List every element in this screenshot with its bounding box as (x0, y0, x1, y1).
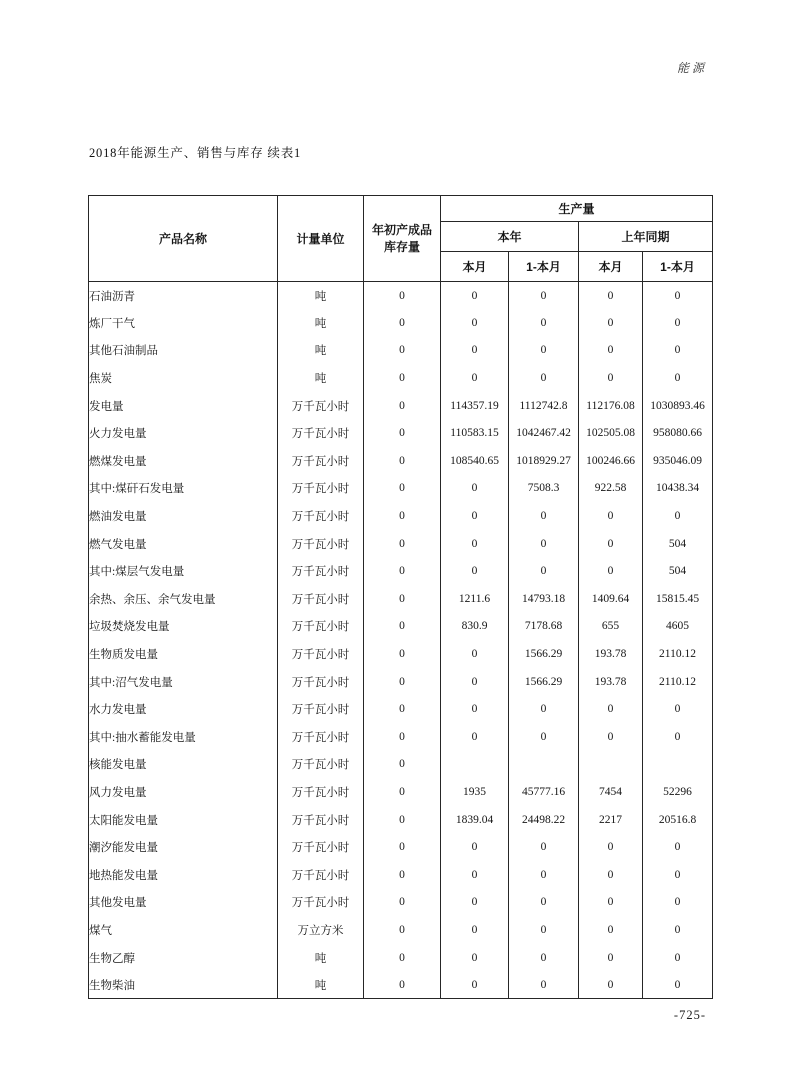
product-name-cell: 垃圾焚烧发电量 (89, 613, 278, 641)
value-cell: 504 (643, 557, 713, 585)
value-cell: 0 (441, 309, 509, 337)
unit-cell: 吨 (278, 364, 364, 392)
header-this-year: 本年 (441, 222, 579, 252)
table-row (89, 640, 713, 668)
value-cell: 15815.45 (643, 585, 713, 613)
value-cell: 0 (509, 557, 579, 585)
value-cell: 0 (579, 502, 643, 530)
value-cell: 0 (364, 585, 441, 613)
value-cell: 0 (579, 309, 643, 337)
value-cell: 0 (579, 861, 643, 889)
value-cell: 0 (441, 861, 509, 889)
value-cell: 0 (364, 695, 441, 723)
unit-cell: 万千瓦小时 (278, 613, 364, 641)
value-cell: 0 (643, 723, 713, 751)
product-name-cell: 石油沥青 (89, 282, 278, 310)
product-name-cell: 潮汐能发电量 (89, 833, 278, 861)
value-cell: 0 (441, 502, 509, 530)
table-header (89, 196, 713, 282)
value-cell: 0 (364, 833, 441, 861)
product-name-cell: 焦炭 (89, 364, 278, 392)
product-name-cell: 燃油发电量 (89, 502, 278, 530)
value-cell: 0 (364, 447, 441, 475)
header-unit: 计量单位 (278, 196, 364, 282)
value-cell: 0 (441, 668, 509, 696)
value-cell: 0 (364, 668, 441, 696)
value-cell: 0 (364, 419, 441, 447)
value-cell: 0 (579, 695, 643, 723)
energy-statistics-table (88, 195, 713, 999)
header-this-year-month: 本月 (441, 252, 509, 282)
value-cell: 114357.19 (441, 392, 509, 420)
value-cell: 1409.64 (579, 585, 643, 613)
value-cell: 0 (509, 723, 579, 751)
value-cell: 0 (441, 889, 509, 917)
unit-cell: 万立方米 (278, 916, 364, 944)
unit-cell: 万千瓦小时 (278, 806, 364, 834)
product-name-cell: 其中:煤层气发电量 (89, 557, 278, 585)
value-cell: 45777.16 (509, 778, 579, 806)
unit-cell: 万千瓦小时 (278, 585, 364, 613)
header-inventory-line1: 年初产成品 (371, 223, 432, 238)
table-row (89, 889, 713, 917)
unit-cell: 万千瓦小时 (278, 419, 364, 447)
value-cell: 2217 (579, 806, 643, 834)
value-cell: 0 (579, 282, 643, 310)
table-row (89, 447, 713, 475)
value-cell: 7508.3 (509, 475, 579, 503)
value-cell: 0 (364, 640, 441, 668)
table-row (89, 282, 713, 310)
value-cell: 193.78 (579, 640, 643, 668)
value-cell: 0 (509, 889, 579, 917)
value-cell: 1042467.42 (509, 419, 579, 447)
table-row (89, 944, 713, 972)
value-cell: 1935 (441, 778, 509, 806)
product-name-cell: 生物质发电量 (89, 640, 278, 668)
value-cell: 0 (441, 475, 509, 503)
unit-cell: 吨 (278, 944, 364, 972)
value-cell: 193.78 (579, 668, 643, 696)
value-cell: 0 (364, 723, 441, 751)
value-cell: 0 (364, 806, 441, 834)
table-row (89, 668, 713, 696)
value-cell (509, 751, 579, 779)
value-cell (643, 751, 713, 779)
value-cell: 0 (364, 392, 441, 420)
value-cell: 112176.08 (579, 392, 643, 420)
value-cell: 0 (509, 282, 579, 310)
table-body (89, 282, 713, 999)
value-cell: 0 (364, 502, 441, 530)
value-cell: 0 (364, 530, 441, 558)
table-row (89, 475, 713, 503)
value-cell: 935046.09 (643, 447, 713, 475)
unit-cell: 吨 (278, 337, 364, 365)
value-cell: 1018929.27 (509, 447, 579, 475)
value-cell: 0 (509, 695, 579, 723)
value-cell: 0 (643, 282, 713, 310)
header-this-year-cumulative: 1-本月 (509, 252, 579, 282)
product-name-cell: 炼厂干气 (89, 309, 278, 337)
value-cell (441, 751, 509, 779)
product-name-cell: 其他发电量 (89, 889, 278, 917)
product-name-cell: 地热能发电量 (89, 861, 278, 889)
product-name-cell: 水力发电量 (89, 695, 278, 723)
value-cell: 0 (364, 282, 441, 310)
value-cell: 0 (643, 971, 713, 999)
table-row (89, 419, 713, 447)
product-name-cell: 生物乙醇 (89, 944, 278, 972)
unit-cell: 吨 (278, 971, 364, 999)
table-row (89, 392, 713, 420)
value-cell: 0 (364, 916, 441, 944)
unit-cell: 万千瓦小时 (278, 530, 364, 558)
value-cell: 0 (364, 778, 441, 806)
value-cell: 0 (509, 364, 579, 392)
product-name-cell: 太阳能发电量 (89, 806, 278, 834)
value-cell: 0 (509, 833, 579, 861)
value-cell: 0 (364, 475, 441, 503)
value-cell: 0 (643, 309, 713, 337)
header-product-name: 产品名称 (89, 196, 278, 282)
value-cell: 1839.04 (441, 806, 509, 834)
value-cell: 0 (441, 530, 509, 558)
unit-cell: 万千瓦小时 (278, 723, 364, 751)
value-cell: 0 (364, 971, 441, 999)
value-cell: 0 (579, 530, 643, 558)
value-cell: 0 (364, 889, 441, 917)
value-cell: 0 (643, 695, 713, 723)
value-cell: 100246.66 (579, 447, 643, 475)
table-row (89, 364, 713, 392)
value-cell: 0 (441, 337, 509, 365)
table-row (89, 778, 713, 806)
value-cell: 52296 (643, 778, 713, 806)
value-cell: 0 (364, 364, 441, 392)
table-row (89, 695, 713, 723)
value-cell: 0 (441, 971, 509, 999)
value-cell: 0 (509, 916, 579, 944)
product-name-cell: 其他石油制品 (89, 337, 278, 365)
value-cell: 14793.18 (509, 585, 579, 613)
table-row (89, 309, 713, 337)
value-cell: 0 (441, 364, 509, 392)
value-cell: 0 (643, 916, 713, 944)
value-cell: 110583.15 (441, 419, 509, 447)
value-cell: 108540.65 (441, 447, 509, 475)
section-label: 能源 (676, 61, 707, 75)
table-row (89, 723, 713, 751)
header-inventory-line2: 库存量 (383, 239, 420, 254)
value-cell: 958080.66 (643, 419, 713, 447)
value-cell: 24498.22 (509, 806, 579, 834)
value-cell: 0 (509, 861, 579, 889)
value-cell: 102505.08 (579, 419, 643, 447)
value-cell: 0 (643, 833, 713, 861)
header-production: 生产量 (441, 196, 713, 222)
value-cell: 0 (364, 557, 441, 585)
table-row (89, 337, 713, 365)
unit-cell: 万千瓦小时 (278, 778, 364, 806)
header-last-year-month: 本月 (579, 252, 643, 282)
value-cell: 0 (509, 944, 579, 972)
unit-cell: 万千瓦小时 (278, 392, 364, 420)
value-cell: 504 (643, 530, 713, 558)
value-cell: 0 (441, 640, 509, 668)
value-cell: 0 (579, 971, 643, 999)
value-cell: 0 (364, 613, 441, 641)
unit-cell: 万千瓦小时 (278, 447, 364, 475)
value-cell: 0 (441, 833, 509, 861)
table-row (89, 502, 713, 530)
unit-cell: 吨 (278, 282, 364, 310)
value-cell: 0 (643, 861, 713, 889)
value-cell: 0 (579, 916, 643, 944)
table-row (89, 751, 713, 779)
unit-cell: 万千瓦小时 (278, 475, 364, 503)
product-name-cell: 煤气 (89, 916, 278, 944)
value-cell: 1566.29 (509, 668, 579, 696)
product-name-cell: 生物柴油 (89, 971, 278, 999)
value-cell: 0 (579, 723, 643, 751)
unit-cell: 万千瓦小时 (278, 861, 364, 889)
value-cell: 0 (364, 309, 441, 337)
value-cell: 0 (441, 695, 509, 723)
value-cell: 0 (643, 337, 713, 365)
header-last-year-same-period: 上年同期 (579, 222, 713, 252)
table-row (89, 916, 713, 944)
unit-cell: 万千瓦小时 (278, 751, 364, 779)
value-cell: 0 (509, 502, 579, 530)
header-last-year-cumulative: 1-本月 (643, 252, 713, 282)
value-cell: 0 (364, 861, 441, 889)
product-name-cell: 核能发电量 (89, 751, 278, 779)
value-cell: 0 (579, 557, 643, 585)
value-cell: 1030893.46 (643, 392, 713, 420)
value-cell: 4605 (643, 613, 713, 641)
value-cell: 0 (579, 833, 643, 861)
value-cell: 830.9 (441, 613, 509, 641)
value-cell: 0 (643, 889, 713, 917)
table-row (89, 861, 713, 889)
product-name-cell: 发电量 (89, 392, 278, 420)
value-cell: 1566.29 (509, 640, 579, 668)
unit-cell: 万千瓦小时 (278, 889, 364, 917)
value-cell: 0 (509, 971, 579, 999)
product-name-cell: 其中:煤矸石发电量 (89, 475, 278, 503)
table-row (89, 530, 713, 558)
product-name-cell: 火力发电量 (89, 419, 278, 447)
value-cell (579, 751, 643, 779)
table-row (89, 557, 713, 585)
value-cell: 0 (509, 530, 579, 558)
value-cell: 0 (579, 364, 643, 392)
unit-cell: 万千瓦小时 (278, 557, 364, 585)
unit-cell: 吨 (278, 309, 364, 337)
value-cell: 1112742.8 (509, 392, 579, 420)
value-cell: 0 (441, 282, 509, 310)
product-name-cell: 其中:抽水蓄能发电量 (89, 723, 278, 751)
value-cell: 0 (364, 944, 441, 972)
header-row-1 (89, 196, 713, 222)
table-row (89, 613, 713, 641)
value-cell: 0 (441, 557, 509, 585)
unit-cell: 万千瓦小时 (278, 668, 364, 696)
value-cell: 655 (579, 613, 643, 641)
value-cell: 0 (643, 944, 713, 972)
value-cell: 0 (441, 916, 509, 944)
unit-cell: 万千瓦小时 (278, 695, 364, 723)
unit-cell: 万千瓦小时 (278, 502, 364, 530)
value-cell: 0 (441, 723, 509, 751)
value-cell: 0 (643, 502, 713, 530)
table-row (89, 833, 713, 861)
value-cell: 0 (441, 944, 509, 972)
product-name-cell: 燃气发电量 (89, 530, 278, 558)
value-cell: 0 (579, 337, 643, 365)
product-name-cell: 余热、余压、余气发电量 (89, 585, 278, 613)
value-cell: 0 (364, 751, 441, 779)
product-name-cell: 风力发电量 (89, 778, 278, 806)
value-cell: 922.58 (579, 475, 643, 503)
table-row (89, 971, 713, 999)
table-row (89, 806, 713, 834)
header-inventory (364, 196, 441, 282)
value-cell: 7454 (579, 778, 643, 806)
value-cell: 7178.68 (509, 613, 579, 641)
value-cell: 2110.12 (643, 668, 713, 696)
value-cell: 2110.12 (643, 640, 713, 668)
table-row (89, 585, 713, 613)
value-cell: 0 (509, 309, 579, 337)
value-cell: 0 (579, 889, 643, 917)
value-cell: 10438.34 (643, 475, 713, 503)
value-cell: 20516.8 (643, 806, 713, 834)
value-cell: 0 (643, 364, 713, 392)
product-name-cell: 其中:沼气发电量 (89, 668, 278, 696)
value-cell: 0 (579, 944, 643, 972)
unit-cell: 万千瓦小时 (278, 833, 364, 861)
value-cell: 0 (509, 337, 579, 365)
value-cell: 1211.6 (441, 585, 509, 613)
value-cell: 0 (364, 337, 441, 365)
unit-cell: 万千瓦小时 (278, 640, 364, 668)
page-number: -725- (673, 1008, 706, 1022)
page-title: 2018年能源生产、销售与库存 续表1 (89, 146, 302, 160)
product-name-cell: 燃煤发电量 (89, 447, 278, 475)
